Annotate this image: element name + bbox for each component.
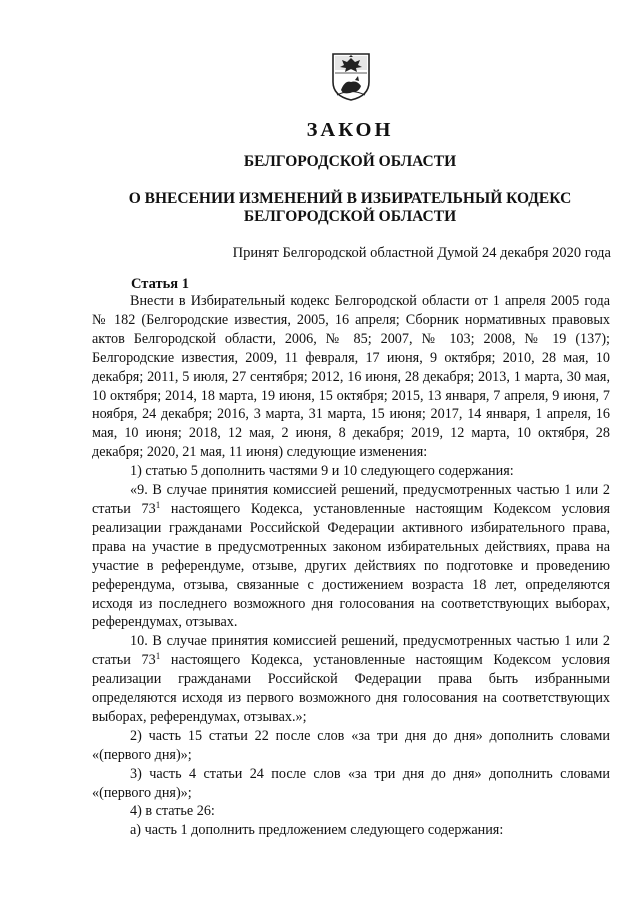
new-part-9 xyxy=(92,481,610,632)
law-subject-line-1: О ВНЕСЕНИИ ИЗМЕНЕНИЙ В ИЗБИРАТЕЛЬНЫЙ КОДЕКС xyxy=(128,190,572,207)
amendment-item-4: 4) в статье 26: xyxy=(130,803,215,820)
law-subject-line-2: БЕЛГОРОДСКОЙ ОБЛАСТИ xyxy=(243,208,457,225)
article-heading: Статья 1 xyxy=(131,276,189,292)
amendment-item-3: 3) часть 4 статьи 24 после слов «за три дня до дня» дополнить словами «(первого дня)»; xyxy=(92,765,610,801)
amendment-item-1: 1) статью 5 дополнить частями 9 и 10 следующего содержания: xyxy=(130,463,514,480)
part-9-superscript: 1 xyxy=(155,499,161,510)
document-title: ЗАКОН xyxy=(306,119,394,141)
part-10-text-end: настоящего Кодекса, установленные настоящим Кодексом условия реализации гражданами Российской Федерации права быть избранными определяются исходя из первого возможного дня голосования на соответствующих выборах, референдумах, отзывах.»; xyxy=(92,652,610,725)
amendment-item-2: 2) часть 15 статьи 22 после слов «за три дня до дня» дополнить словами «(первого дня)»; xyxy=(92,727,610,763)
part-9-text-start: «9. В случае принятия комиссией решений, предусмотренных частью 1 или 2 статьи 73 xyxy=(92,482,610,517)
new-part-10 xyxy=(92,632,610,727)
coat-of-arms-icon xyxy=(331,52,371,102)
adoption-note: Принят Белгородской областной Думой 24 декабря 2020 года xyxy=(232,245,611,261)
amendment-item-4a: а) часть 1 дополнить предложением следующего содержания: xyxy=(130,822,504,839)
law-subject xyxy=(0,190,640,226)
article-intro-paragraph: Внести в Избирательный кодекс Белгородской области от 1 апреля 2005 года № 182 (Белгородские известия, 2005, 16 апреля; Сборник нормативных правовых актов Белгородской области, 2006, № 85; 2007, № 103; 2008, № 19 (137); Белгородские известия, 2009, 11 февраля, 17 июня, 9 октября; 2010, 28 мая, 10 декабря; 2011, 5 июля, 27 сентября; 2012, 16 июня, 28 декабря; 2013, 1 марта, 30 мая, 10 октября; 2014, 18 марта, 19 июня, 15 октября; 2015, 13 января, 7 апреля, 9 июня, 7 ноября, 24 декабря; 2016, 3 марта, 31 марта, 15 июня; 2017, 14 января, 1 апреля, 16 мая, 10 июня; 2018, 12 мая, 2 июня, 8 декабря; 2019, 12 марта, 10 октября, 28 декабря; 2020, 21 мая, 11 июня) следующие изменения: xyxy=(92,293,610,461)
region-name: БЕЛГОРОДСКОЙ ОБЛАСТИ xyxy=(243,153,457,170)
part-10-text-start: 10. В случае принятия комиссией решений, предусмотренных частью 1 или 2 статьи 73 xyxy=(92,633,610,669)
article-body xyxy=(92,292,610,840)
part-9-text-end: настоящего Кодекса, установленные настоящим Кодексом условия реализации гражданами Российской Федерации активного избирательного права, права на участие в предусмотренных законом избирательных действиях, права на участие в референдуме, отзыве, других действиях по подготовке и проведению референдума, отзыва, связанные с достижением возраста 18 лет, определяются исходя из последнего возможного дня голосования на соответствующих выборах, референдумах, отзывах. xyxy=(92,500,610,631)
part-10-superscript: 1 xyxy=(155,651,161,662)
